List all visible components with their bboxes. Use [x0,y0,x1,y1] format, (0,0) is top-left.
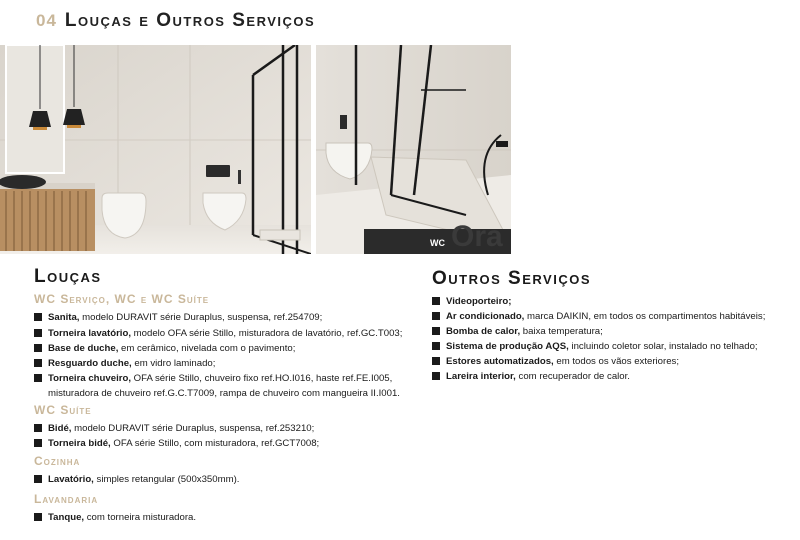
bullet-icon [34,329,42,337]
list-item: Bomba de calor, baixa temperatura; [432,324,603,339]
wc-label: WC [430,238,445,248]
bullet-icon [34,313,42,321]
list-item: Sanita, modelo DURAVIT série Duraplus, suspensa, ref.254709; [34,310,322,325]
bullet-icon [34,374,42,382]
bullet-icon [34,424,42,432]
list-item: Lareira interior, com recuperador de calor. [432,369,630,384]
list-item: Ar condicionado, marca DAIKIN, em todos os compartimentos habitáveis; [432,309,765,324]
watermark-text: Ora [451,220,503,253]
page-title: Louças e Outros Serviços [64,10,316,31]
list-item: Torneira chuveiro, OFA série Stillo, chuveiro fixo ref.HO.I016, haste ref.FE.I005, misturadora de chuveiro ref.G.C.T7009, rampa de chuveiro com mangueira II.I001. [34,371,400,401]
list-item: Estores automatizados, em todos os vãos exteriores; [432,354,679,369]
subtitle-lavandaria: Lavandaria [34,492,99,506]
list-item: Bidé, modelo DURAVIT série Duraplus, suspensa, ref.253210; [34,421,314,436]
bullet-icon [34,513,42,521]
list-item: Videoporteiro; [432,294,511,309]
list-item: Base de duche, em cerâmico, nivelada com o pavimento; [34,341,295,356]
bathroom-illustration [0,45,311,254]
bathroom-photo-right [316,45,511,254]
page-header [36,10,315,32]
bullet-icon [34,439,42,447]
bullet-icon [34,344,42,352]
list-item: Tanque, com torneira misturadora. [34,510,196,525]
section-number: 04 [36,11,57,30]
list-item: Resguardo duche, em vidro laminado; [34,356,215,371]
shower-illustration [316,45,511,254]
bullet-icon [432,312,440,320]
list-item: Lavatório, simples retangular (500x350mm). [34,472,239,487]
bullet-icon [34,359,42,367]
subtitle-wc-servico: WC Serviço, WC e WC Suíte [34,292,210,306]
bathroom-photo-left [0,45,311,254]
list-item: Torneira bidé, OFA série Stillo, com misturadora, ref.GCT7008; [34,436,319,451]
bullet-icon [432,297,440,305]
bullet-icon [432,357,440,365]
loucas-title: Louças [34,266,102,287]
list-item: Sistema de produção AQS, incluindo coletor solar, instalado no telhado; [432,339,758,354]
list-item: Torneira lavatório, modelo OFA série Stillo, misturadora de lavatório, ref.GC.T003; [34,326,402,341]
bullet-icon [432,372,440,380]
outros-servicos-title: Outros Serviços [432,268,592,289]
bullet-icon [432,327,440,335]
subtitle-wc-suite: WC Suíte [34,403,92,417]
bullet-icon [34,475,42,483]
subtitle-cozinha: Cozinha [34,454,81,468]
bullet-icon [432,342,440,350]
